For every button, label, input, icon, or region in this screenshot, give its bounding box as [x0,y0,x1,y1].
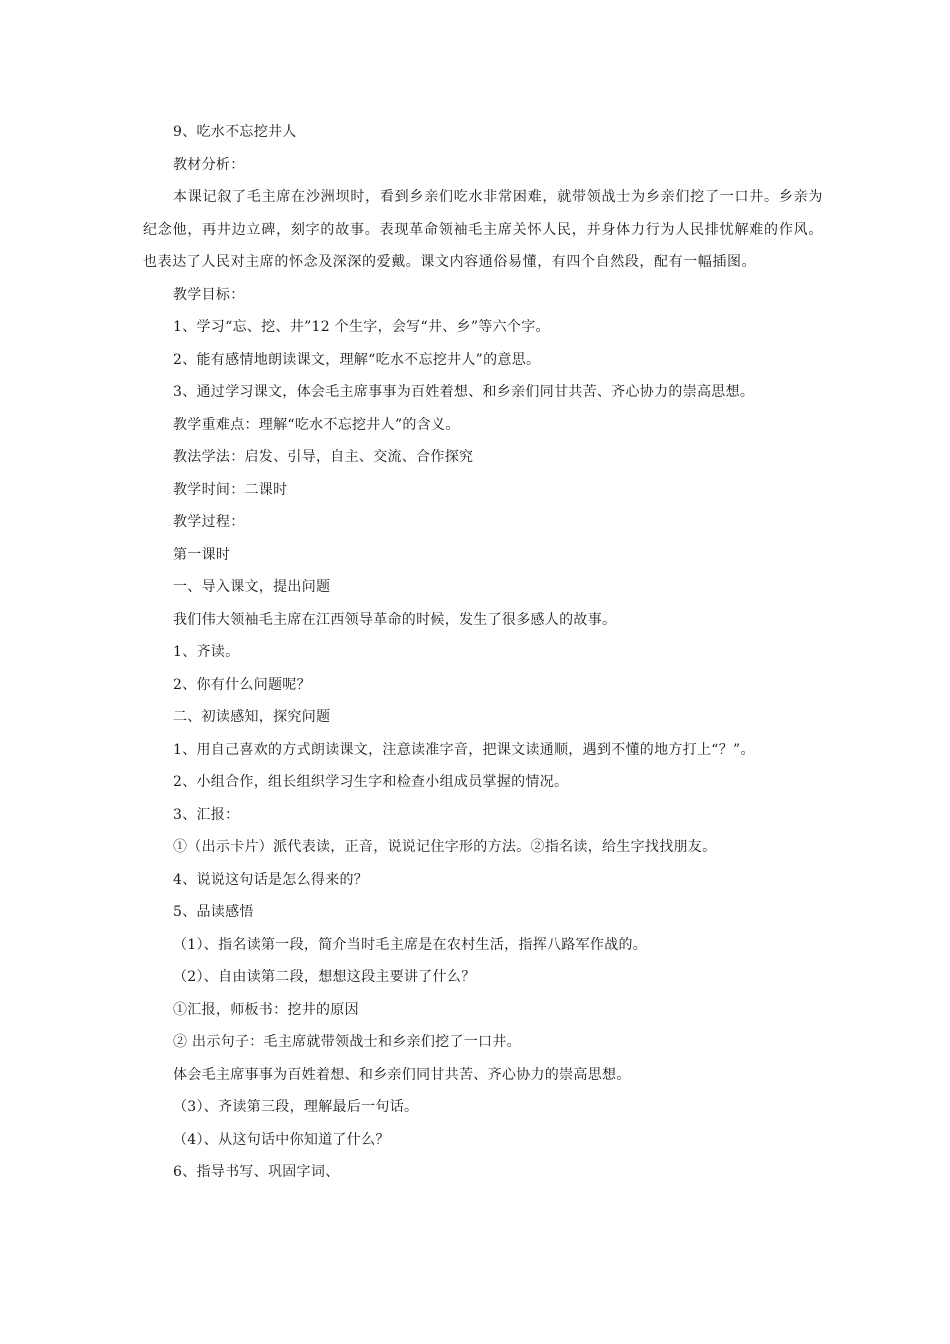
section-2-heading: 二、初读感知，探究问题 [173,709,331,725]
analysis-heading: 教材分析： [173,156,245,173]
objective-1: 1、学习“忘、挖、井”12 个生字，会写“井、乡”等六个字。 [173,319,550,335]
report-detail: ①（出示卡片）派代表读，正音，说说记住字形的方法。②指名读，给生字找找朋友。 [173,839,717,855]
read-step-1: 1、用自己喜欢的方式朗读课文，注意读准字音，把课文读通顺，遇到不懂的地方打上“？”。 [173,741,755,758]
read-step-4: 4、说说这句话是怎么得来的？ [173,871,369,888]
intro-text: 我们伟大领袖毛主席在江西领导革命的时候，发生了很多感人的故事。 [173,611,617,628]
sub-step-2a: ①汇报，师板书：挖井的原因 [173,1001,359,1018]
sub-step-4: （4）、从这句话中你知道了什么？ [173,1131,390,1148]
analysis-paragraph: 本课记叙了毛主席在沙洲坝时，看到乡亲们吃水非常困难，就带领战士为乡亲们挖了一口井。乡亲为纪念他，再井边立碑，刻字的故事。表现革命领袖毛主席关怀人民，并身体力行为人民排忧解难的作风。也表达了人民对主席的怀念及深深的爱戴。课文内容通俗易懂，有四个自然段，配有一幅插图。 [143,189,823,270]
read-step-3: 3、汇报： [173,806,240,823]
sub-step-1: （1）、指名读第一段，简介当时毛主席是在农村生活，指挥八路军作战的。 [173,936,648,953]
process-heading: 教学过程： [173,514,245,530]
step-1: 1、齐读。 [173,644,240,660]
first-lesson-heading: 第一课时 [173,546,231,563]
lesson-title: 9、吃水不忘挖井人 [173,124,297,140]
read-step-6: 6、指导书写、巩固字词、 [173,1164,340,1180]
sub-step-2-summary: 体会毛主席事事为百姓着想、和乡亲们同甘共苦、齐心协力的崇高思想。 [173,1066,631,1083]
section-1-heading: 一、导入课文，提出问题 [173,579,331,595]
sub-step-3: （3）、齐读第三段，理解最后一句话。 [173,1099,419,1115]
key-difficulty: 教学重难点：理解“吃水不忘挖井人”的含义。 [173,416,460,433]
sub-step-2: （2）、自由读第二段，想想这段主要讲了什么？ [173,969,476,985]
objectives-heading: 教学目标： [173,286,245,303]
objective-2: 2、能有感情地朗读课文，理解“吃水不忘挖井人”的意思。 [173,351,541,368]
step-2: 2、你有什么问题呢？ [173,676,311,693]
objective-3: 3、通过学习课文，体会毛主席事事为百姓着想、和乡亲们同甘共苦、齐心协力的崇高思想。 [173,384,755,400]
read-step-5: 5、品读感悟 [173,904,254,920]
sub-step-2b: ② 出示句子：毛主席就带领战士和乡亲们挖了一口井。 [173,1034,521,1050]
teaching-time: 教学时间：二课时 [173,481,288,498]
document-body [143,124,823,1197]
read-step-2: 2、小组合作，组长组织学习生字和检查小组成员掌握的情况。 [173,774,569,790]
teaching-methods: 教法学法：启发、引导，自主、交流、合作探究 [173,449,474,465]
